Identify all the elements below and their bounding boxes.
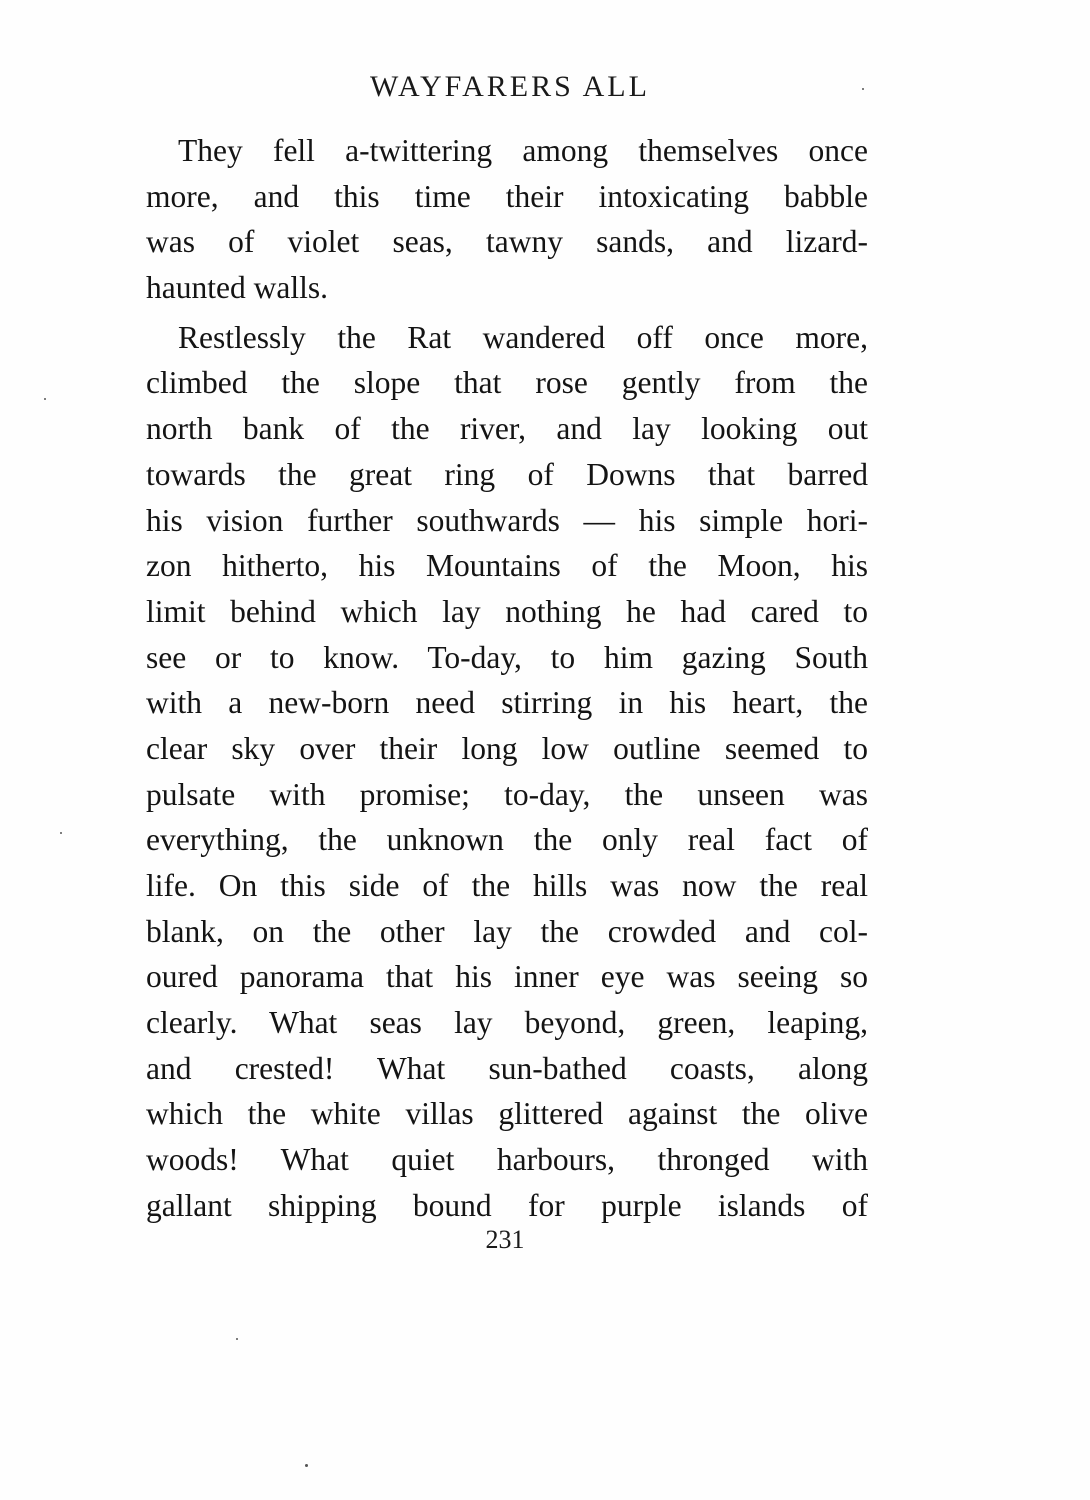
text-line: Restlessly the Rat wandered off once more, (178, 319, 868, 355)
text-line: everything, the unknown the only real fact of (146, 822, 868, 858)
paper-speck (60, 832, 62, 834)
text-line: woods! What quiet harbours, thronged with (146, 1142, 868, 1178)
text-line: life. On this side of the hills was now the real (146, 868, 868, 903)
text-line: pulsate with promise; to-day, the unseen was (146, 776, 868, 812)
page-number: 231 (485, 1225, 525, 1254)
text-line: and crested! What sun-bathed coasts, along (146, 1050, 868, 1086)
text-line: blank, on the other lay the crowded and col- (146, 913, 868, 949)
text-line: was of violet seas, tawny sands, and lizard- (146, 224, 868, 260)
paragraph-1 (146, 128, 868, 311)
text-line: which the white villas glittered against the olive (146, 1096, 868, 1132)
paper-speck (305, 1464, 308, 1467)
paper-speck (236, 1338, 238, 1340)
text-line: see or to know. To-day, to him gazing South (146, 639, 868, 675)
text-line: haunted walls. (146, 270, 328, 306)
body-text (146, 128, 868, 1233)
paper-speck (44, 398, 46, 400)
paper-speck (862, 88, 864, 90)
paragraph-2 (146, 315, 868, 1229)
text-line: more, and this time their intoxicating babble (146, 178, 868, 214)
text-line: gallant shipping bound for purple islands of (146, 1187, 868, 1223)
text-line: zon hitherto, his Mountains of the Moon, his (146, 548, 868, 584)
text-line: clear sky over their long low outline seemed to (146, 730, 868, 766)
text-line: oured panorama that his inner eye was seeing so (146, 959, 868, 995)
text-line: clearly. What seas lay beyond, green, leaping, (146, 1005, 868, 1041)
text-line: north bank of the river, and lay looking out (146, 411, 868, 447)
text-line: towards the great ring of Downs that barred (146, 456, 868, 492)
text-line: limit behind which lay nothing he had cared to (146, 593, 868, 629)
text-line: climbed the slope that rose gently from the (146, 365, 868, 401)
text-line: with a new-born need stirring in his heart, the (146, 685, 868, 721)
text-line: They fell a-twittering among themselves once (178, 133, 868, 168)
running-head: WAYFARERS ALL (370, 70, 650, 103)
text-line: his vision further southwards — his simple hori- (146, 502, 868, 538)
